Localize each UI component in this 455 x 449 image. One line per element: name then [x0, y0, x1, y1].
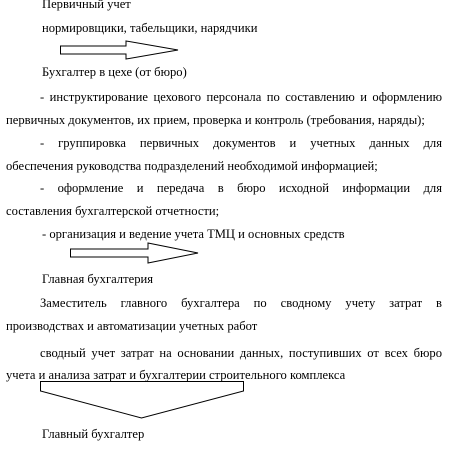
shop-duty-3-line-1: - оформление и передача в бюро исходной информации для: [40, 181, 442, 195]
shop-duty-2-line-1: - группировка первичных документов и учетных данных для: [40, 136, 442, 150]
primary-accounting-title: Первичный учет: [42, 0, 131, 11]
deputy-chief-line-1: Заместитель главного бухгалтера по сводному учету затрат в: [40, 296, 442, 310]
shop-accountant-title: Бухгалтер в цехе (от бюро): [42, 65, 187, 79]
shop-duty-4-line-1: - организация и ведение учета ТМЦ и основных средств: [42, 227, 345, 241]
deputy-chief-line-2: производствах и автоматизации учетных работ: [6, 319, 258, 333]
flow-arrow-3-down: [40, 381, 244, 419]
summary-accounting-line-2: учета и анализа затрат и бухгалтерии строительного комплекса: [6, 368, 346, 382]
flow-arrow-1: [60, 40, 180, 60]
shop-duty-1-line-2: первичных документов, их прием, проверка и контроль (требования, наряды);: [6, 113, 425, 127]
summary-accounting-line-1: сводный учет затрат на основании данных, поступивших от всех бюро: [40, 346, 442, 360]
shop-duty-3-line-2: составления бухгалтерской отчетности;: [6, 204, 220, 218]
main-accounting-title: Главная бухгалтерия: [42, 272, 154, 286]
primary-accounting-roles: нормировщики, табельщики, нарядчики: [42, 21, 258, 35]
shop-duty-2-line-2: обеспечения руководства подразделений необходимой информацией;: [6, 159, 378, 173]
flow-arrow-2: [70, 242, 200, 264]
chief-accountant-title: Главный бухгалтер: [42, 427, 145, 441]
shop-duty-1-line-1: - инструктирование цехового персонала по составлению и оформлению: [40, 90, 442, 104]
